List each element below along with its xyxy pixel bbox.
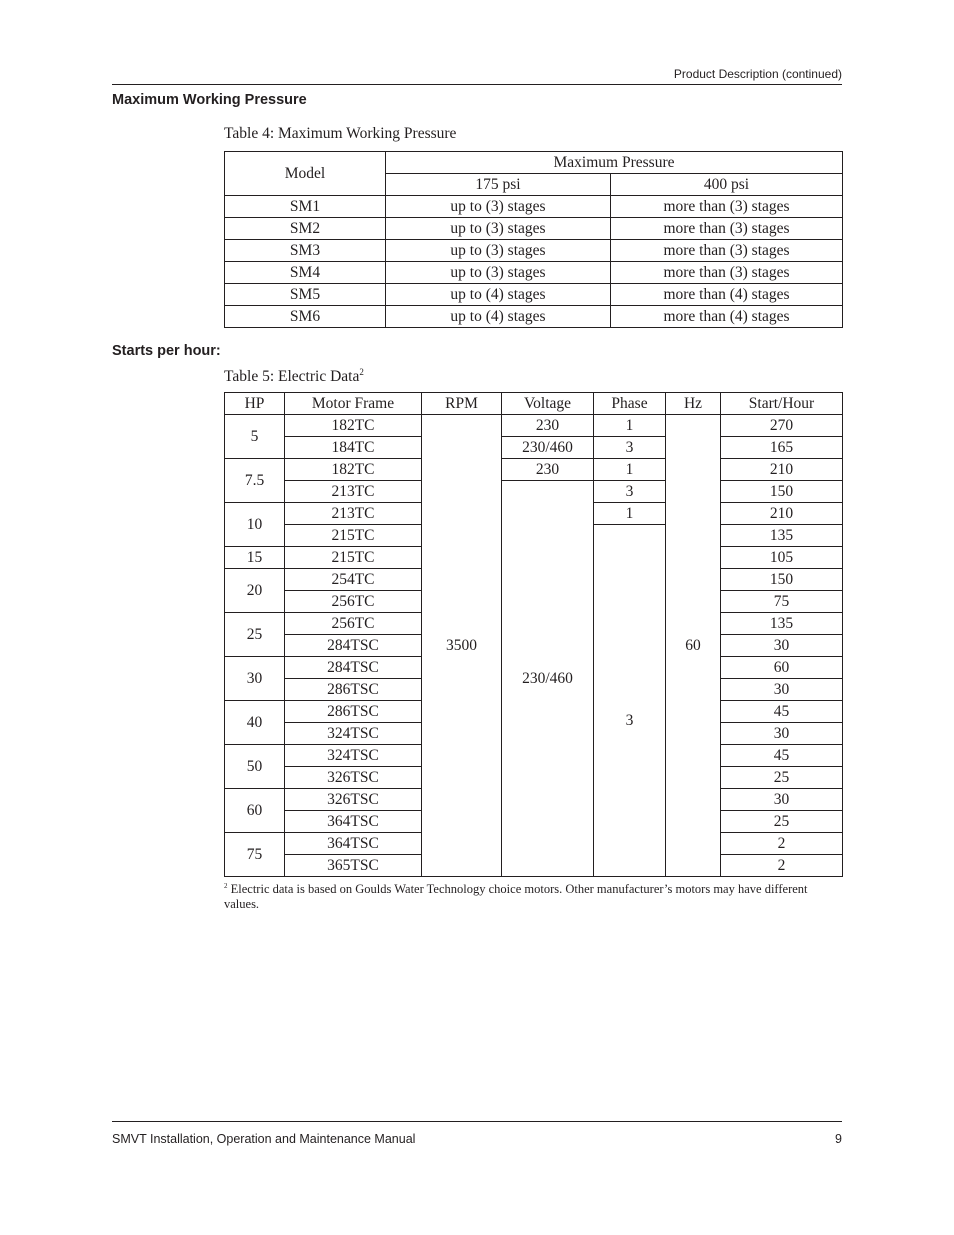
motor-frame-cell: 286TSC [285, 701, 422, 723]
hz-cell: 60 [666, 415, 721, 877]
motor-frame-cell: 284TSC [285, 635, 422, 657]
section-heading-starts: Starts per hour: [112, 343, 221, 359]
hp-cell: 25 [225, 613, 285, 657]
table-row [225, 284, 843, 306]
pressure-400-cell: more than (3) stages [611, 218, 843, 240]
model-cell: SM6 [225, 306, 386, 328]
pressure-400-cell: more than (4) stages [611, 284, 843, 306]
table5-caption [224, 367, 364, 386]
electric-data-table [224, 392, 843, 877]
header-175psi: 175 psi [386, 174, 611, 196]
model-cell: SM5 [225, 284, 386, 306]
motor-frame-cell: 364TSC [285, 811, 422, 833]
starts-per-hour-cell: 210 [721, 503, 843, 525]
phase-cell: 3 [594, 525, 666, 877]
table-row [225, 437, 843, 459]
starts-per-hour-cell: 105 [721, 547, 843, 569]
header-max-pressure: Maximum Pressure [386, 152, 843, 174]
table-row [225, 196, 843, 218]
hp-cell: 15 [225, 547, 285, 569]
footnote-marker: 2 [224, 882, 228, 890]
starts-per-hour-cell: 30 [721, 635, 843, 657]
motor-frame-cell: 213TC [285, 481, 422, 503]
voltage-cell: 230/460 [502, 481, 594, 877]
page-number: 9 [835, 1132, 842, 1146]
motor-frame-cell: 182TC [285, 459, 422, 481]
footnote [224, 879, 824, 912]
header-400psi: 400 psi [611, 174, 843, 196]
header-rpm: RPM [422, 393, 502, 415]
starts-per-hour-cell: 25 [721, 811, 843, 833]
voltage-cell: 230 [502, 415, 594, 437]
motor-frame-cell: 324TSC [285, 723, 422, 745]
starts-per-hour-cell: 30 [721, 723, 843, 745]
header-start-hour: Start/Hour [721, 393, 843, 415]
hp-cell: 5 [225, 415, 285, 459]
starts-per-hour-cell: 135 [721, 525, 843, 547]
voltage-cell: 230/460 [502, 437, 594, 459]
motor-frame-cell: 184TC [285, 437, 422, 459]
starts-per-hour-cell: 270 [721, 415, 843, 437]
model-cell: SM1 [225, 196, 386, 218]
hp-cell: 60 [225, 789, 285, 833]
motor-frame-cell: 365TSC [285, 855, 422, 877]
motor-frame-cell: 326TSC [285, 767, 422, 789]
starts-per-hour-cell: 75 [721, 591, 843, 613]
starts-per-hour-cell: 60 [721, 657, 843, 679]
pressure-175-cell: up to (3) stages [386, 218, 611, 240]
table5-caption-text: Table 5: Electric Data [224, 368, 360, 385]
footer-manual-title: SMVT Installation, Operation and Maintenance Manual [112, 1132, 416, 1146]
starts-per-hour-cell: 30 [721, 789, 843, 811]
table-row [225, 218, 843, 240]
table-row [225, 459, 843, 481]
motor-frame-cell: 256TC [285, 613, 422, 635]
voltage-cell: 230 [502, 459, 594, 481]
starts-per-hour-cell: 2 [721, 833, 843, 855]
motor-frame-cell: 256TC [285, 591, 422, 613]
pressure-400-cell: more than (3) stages [611, 240, 843, 262]
starts-per-hour-cell: 45 [721, 701, 843, 723]
starts-per-hour-cell: 150 [721, 481, 843, 503]
phase-cell: 3 [594, 437, 666, 459]
table5-caption-sup: 2 [359, 367, 364, 377]
hp-cell: 75 [225, 833, 285, 877]
hp-cell: 30 [225, 657, 285, 701]
running-footer [112, 1121, 842, 1146]
pressure-175-cell: up to (3) stages [386, 196, 611, 218]
motor-frame-cell: 213TC [285, 503, 422, 525]
header-voltage: Voltage [502, 393, 594, 415]
model-cell: SM2 [225, 218, 386, 240]
header-model: Model [225, 152, 386, 196]
pressure-175-cell: up to (3) stages [386, 262, 611, 284]
footnote-text: Electric data is based on Goulds Water Technology choice motors. Other manufacturer’s motors may have different values. [224, 882, 808, 911]
hp-cell: 7.5 [225, 459, 285, 503]
starts-per-hour-cell: 30 [721, 679, 843, 701]
hp-cell: 40 [225, 701, 285, 745]
starts-per-hour-cell: 210 [721, 459, 843, 481]
motor-frame-cell: 286TSC [285, 679, 422, 701]
starts-per-hour-cell: 165 [721, 437, 843, 459]
table-row [225, 240, 843, 262]
pressure-175-cell: up to (4) stages [386, 284, 611, 306]
model-cell: SM4 [225, 262, 386, 284]
motor-frame-cell: 215TC [285, 525, 422, 547]
starts-per-hour-cell: 45 [721, 745, 843, 767]
header-phase: Phase [594, 393, 666, 415]
rpm-cell: 3500 [422, 415, 502, 877]
motor-frame-cell: 326TSC [285, 789, 422, 811]
pressure-400-cell: more than (4) stages [611, 306, 843, 328]
motor-frame-cell: 215TC [285, 547, 422, 569]
phase-cell: 1 [594, 503, 666, 525]
starts-per-hour-cell: 150 [721, 569, 843, 591]
pressure-400-cell: more than (3) stages [611, 196, 843, 218]
section-heading-max-pressure: Maximum Working Pressure [112, 92, 307, 108]
running-header [112, 62, 842, 85]
starts-per-hour-cell: 2 [721, 855, 843, 877]
motor-frame-cell: 364TSC [285, 833, 422, 855]
pressure-175-cell: up to (3) stages [386, 240, 611, 262]
starts-per-hour-cell: 25 [721, 767, 843, 789]
header-motor-frame: Motor Frame [285, 393, 422, 415]
table-row [225, 262, 843, 284]
model-cell: SM3 [225, 240, 386, 262]
header-hz: Hz [666, 393, 721, 415]
phase-cell: 1 [594, 415, 666, 437]
hp-cell: 10 [225, 503, 285, 547]
phase-cell: 1 [594, 459, 666, 481]
motor-frame-cell: 284TSC [285, 657, 422, 679]
motor-frame-cell: 182TC [285, 415, 422, 437]
table-row [225, 481, 843, 503]
header-hp: HP [225, 393, 285, 415]
hp-cell: 50 [225, 745, 285, 789]
hp-cell: 20 [225, 569, 285, 613]
pressure-400-cell: more than (3) stages [611, 262, 843, 284]
starts-per-hour-cell: 135 [721, 613, 843, 635]
table-row [225, 415, 843, 437]
table4-caption: Table 4: Maximum Working Pressure [224, 125, 457, 142]
table-row [225, 306, 843, 328]
motor-frame-cell: 254TC [285, 569, 422, 591]
pressure-175-cell: up to (4) stages [386, 306, 611, 328]
max-pressure-table [224, 151, 843, 328]
motor-frame-cell: 324TSC [285, 745, 422, 767]
running-title: Product Description (continued) [673, 67, 842, 81]
phase-cell: 3 [594, 481, 666, 503]
